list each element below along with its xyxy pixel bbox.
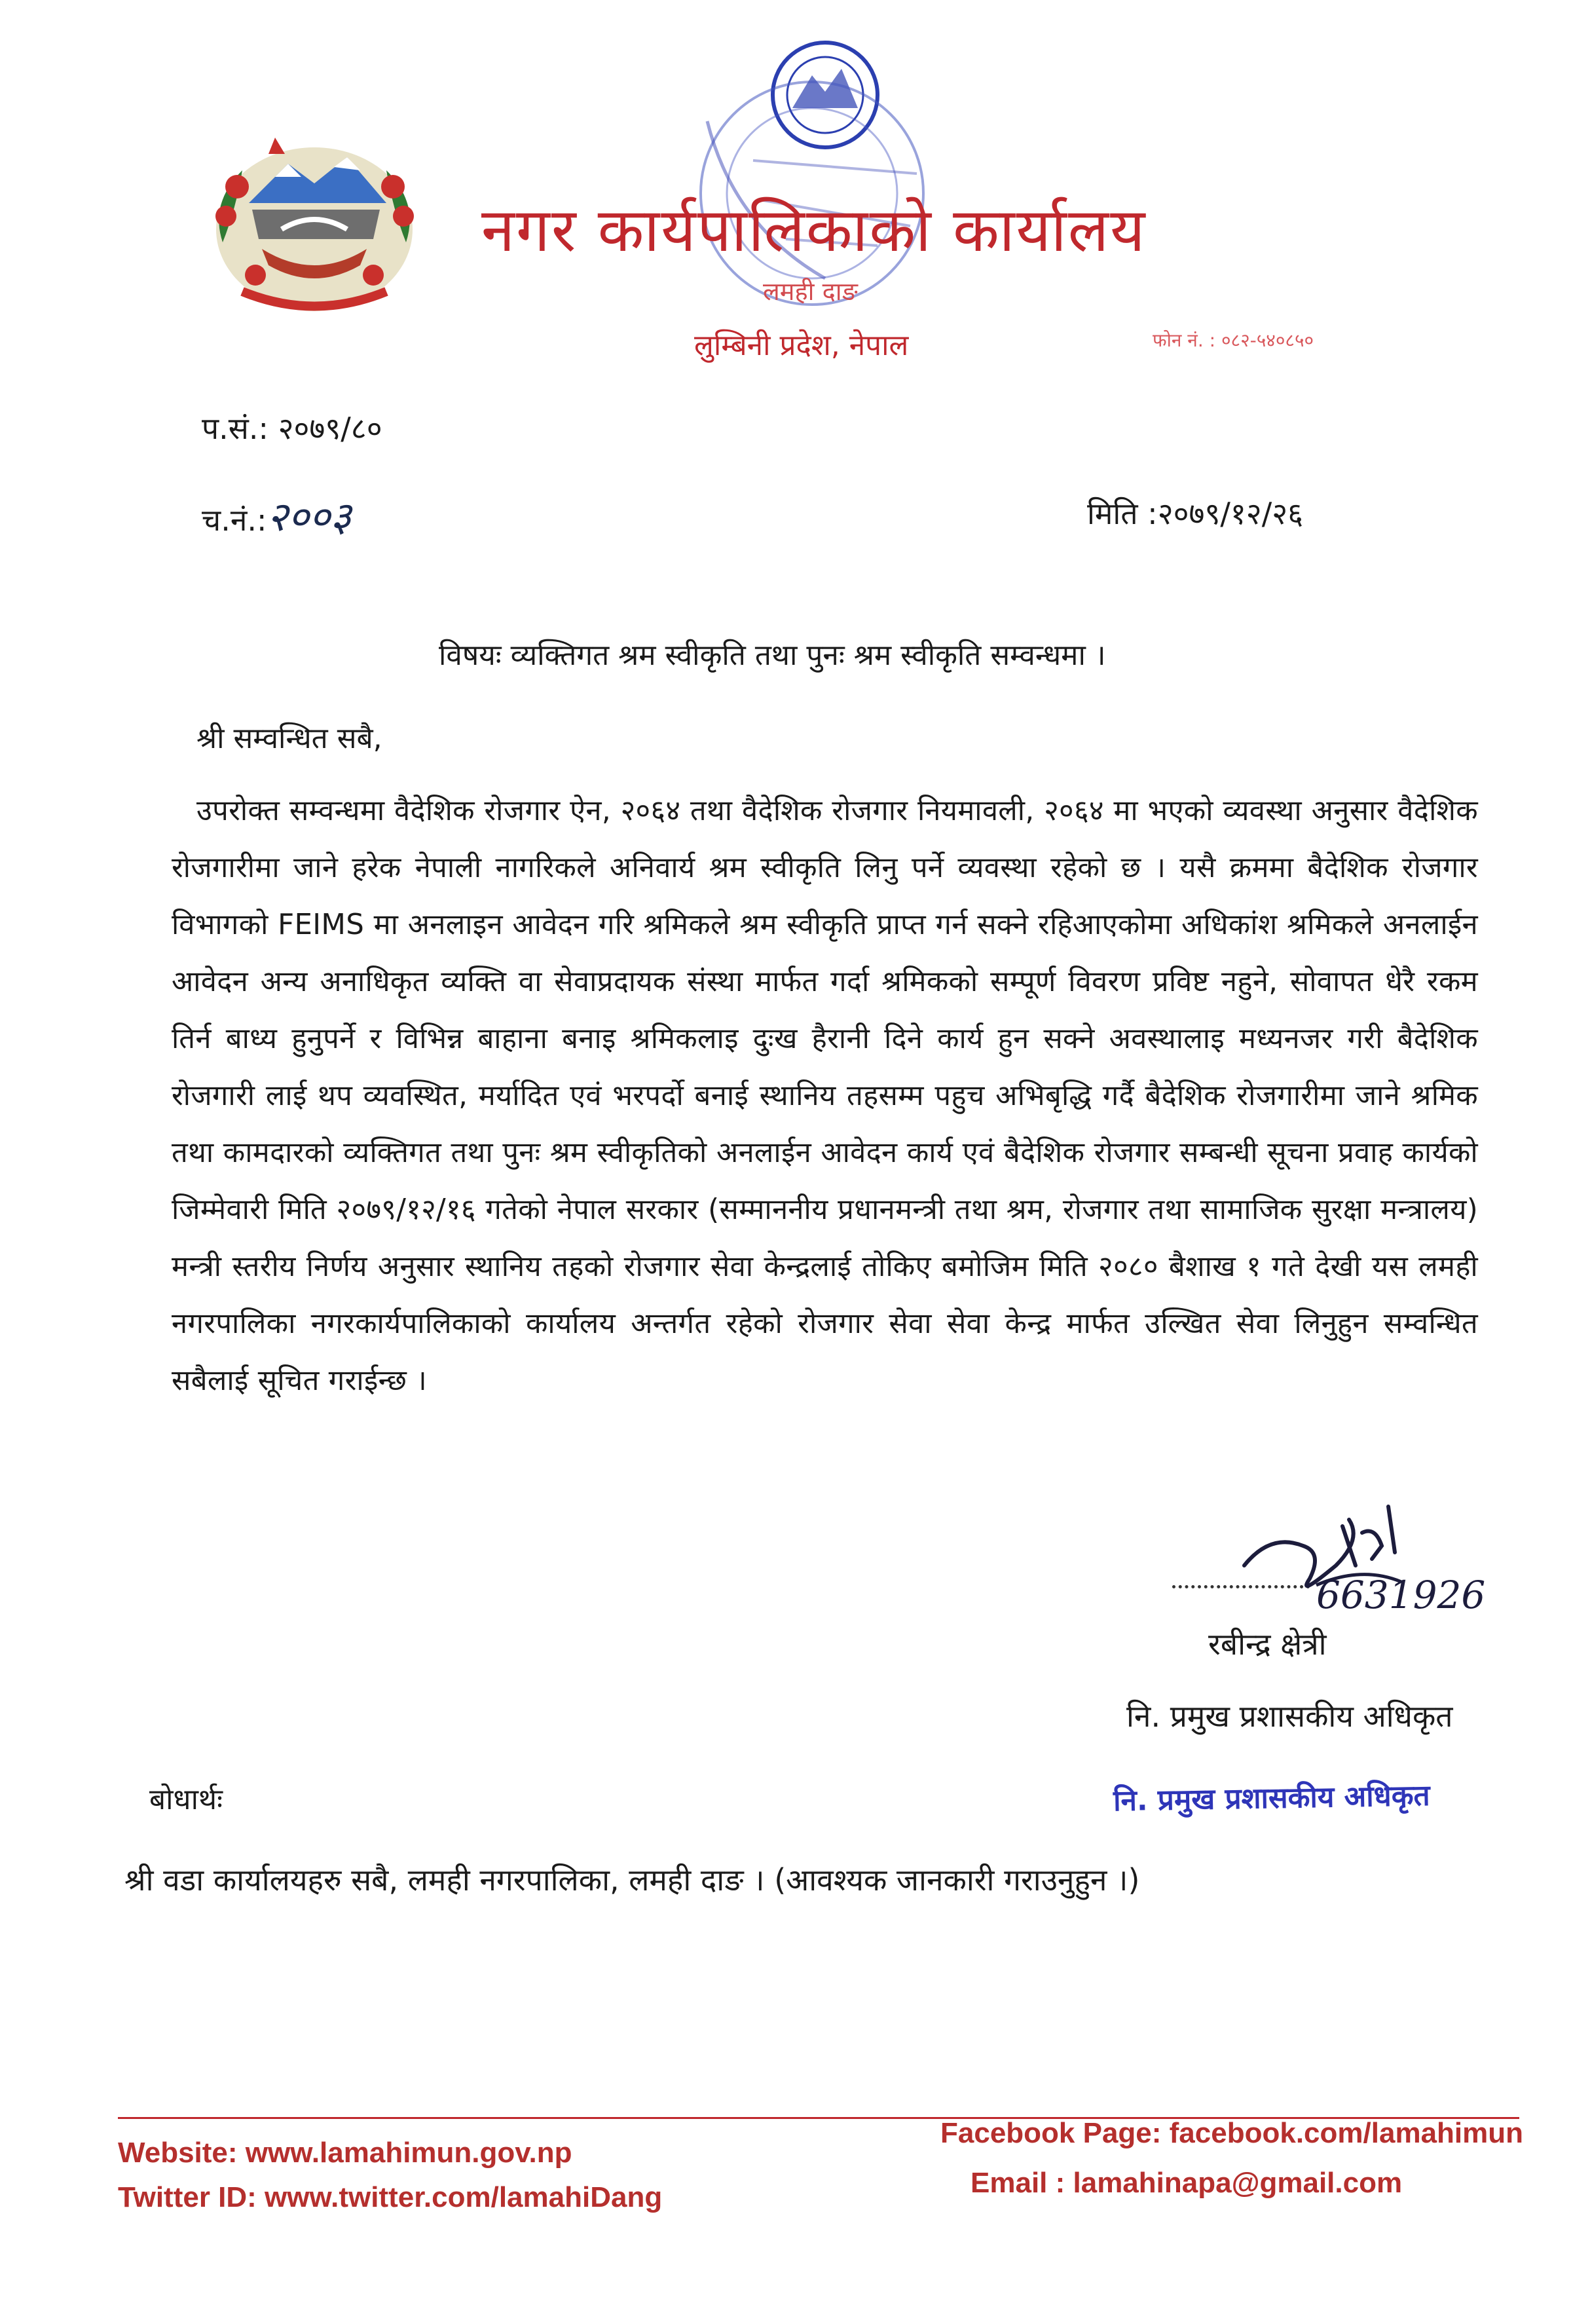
reference-label: प.सं.: <box>202 411 268 446</box>
letter-date <box>1087 493 1303 533</box>
letter-subject: विषयः व्यक्तिगत श्रम स्वीकृति तथा पुनः श्रम स्वीकृति सम्वन्धमा । <box>439 639 1106 672</box>
letter-body: उपरोक्त सम्वन्धमा वैदेशिक रोजगार ऐन, २०६४ तथा वैदेशिक रोजगार नियमावली, २०६४ मा भएको व्यवस्था अनुसार वैदेशिक रोजगारीमा जाने हरेक नेपाली नागरिकले अनिवार्य श्रम स्वीकृति लिनु पर्ने व्यवस्था रहेको छ । यसै क्रममा बैदेशिक रोजगार विभागको FEIMS मा अनलाइन आवेदन गरि श्रमिकले श्रम स्वीकृति प्राप्त गर्न सक्ने रहिआएकोमा अधिकांश श्रमिकले अनलाईन आवेदन अन्य अनाधिकृत व्यक्ति वा सेवाप्रदायक संस्था मार्फत गर्दा श्रमिकको सम्पूर्ण विवरण प्रविष्ट नहुने, सोवापत धेरै रकम तिर्न बाध्य हुनुपर्ने र विभिन्न बाहाना बनाइ श्रमिकलाइ दुःख हैरानी दिने कार्य हुन सक्ने अवस्थालाइ मध्यनजर गरी बैदेशिक रोजगारी लाई थप व्यवस्थित, मर्यादित एवं भरपर्दो बनाई स्थानिय तहसम्म पहुच अभिबृद्धि गर्दै बैदेशिक रोजगारीमा जाने श्रमिक तथा कामदारको व्यक्तिगत तथा पुनः श्रम स्वीकृतिको अनलाईन आवेदन कार्य एवं बैदेशिक रोजगार सम्बन्धी सूचना प्रवाह कार्यको जिम्मेवारी मिति २०७९/१२/१६ गतेको नेपाल सरकार (सम्माननीय प्रधानमन्त्री तथा श्रम, रोजगार तथा सामाजिक सुरक्षा मन्त्रालय) मन्त्री स्तरीय निर्णय अनुसार स्थानिय तहको रोजगार सेवा केन्द्रलाई तोकिए बमोजिम मिति २०८० बैशाख १ गते देखी यस लमही नगरपालिका नगरकार्यपालिकाको कार्यालय अन्तर्गत रहेको रोजगार सेवा सेवा केन्द्र मार्फत उल्खित सेवा लिनुहुन सम्वन्धित सबैलाई सूचित गराईन्छ । <box>172 795 1478 1397</box>
footer-twitter: Twitter ID: www.twitter.com/lamahiDang <box>118 2181 663 2213</box>
signer-title: नि. प्रमुख प्रशासकीय अधिकृत <box>1126 1698 1453 1734</box>
handwritten-number: 6631926 <box>1316 1573 1486 1617</box>
salutation: श्री सम्वन्धित सबै, <box>196 722 382 755</box>
nepal-emblem-icon <box>196 124 432 321</box>
office-province: लुम्बिनी प्रदेश, नेपाल <box>694 329 909 362</box>
footer-facebook: Facebook Page: facebook.com/lamahimun <box>940 2117 1524 2149</box>
reference-number <box>202 407 382 448</box>
official-stamp: नि. प्रमुख प्रशासकीय अधिकृत <box>1113 1778 1431 1818</box>
office-city: लमही दाङ <box>763 277 858 306</box>
signer-name: रबीन्द्र क्षेत्री <box>1208 1626 1327 1662</box>
office-phone: फोन नं. : ०८२-५४०८५० <box>1153 329 1314 351</box>
cc-label: बोधार्थः <box>149 1783 223 1816</box>
handwritten-signature <box>1231 1467 1545 1631</box>
dispatch-number <box>202 488 351 543</box>
footer-email: Email : lamahinapa@gmail.com <box>971 2167 1403 2199</box>
footer-website: Website: www.lamahimun.gov.np <box>118 2137 572 2169</box>
office-title: नगर कार्यपालिकाको कार्यालय <box>481 195 1147 265</box>
dispatch-value: २००३ <box>267 493 352 540</box>
reference-value: २०७९/८० <box>278 411 382 446</box>
date-label: मिति : <box>1087 496 1158 531</box>
dispatch-label: च.नं.: <box>202 502 267 538</box>
date-value: २०७९/१२/२६ <box>1157 496 1304 531</box>
cc-recipients: श्री वडा कार्यालयहरु सबै, लमही नगरपालिका, लमही दाङ । (आवश्यक जानकारी गराउनुहुन ।) <box>124 1862 1140 1898</box>
